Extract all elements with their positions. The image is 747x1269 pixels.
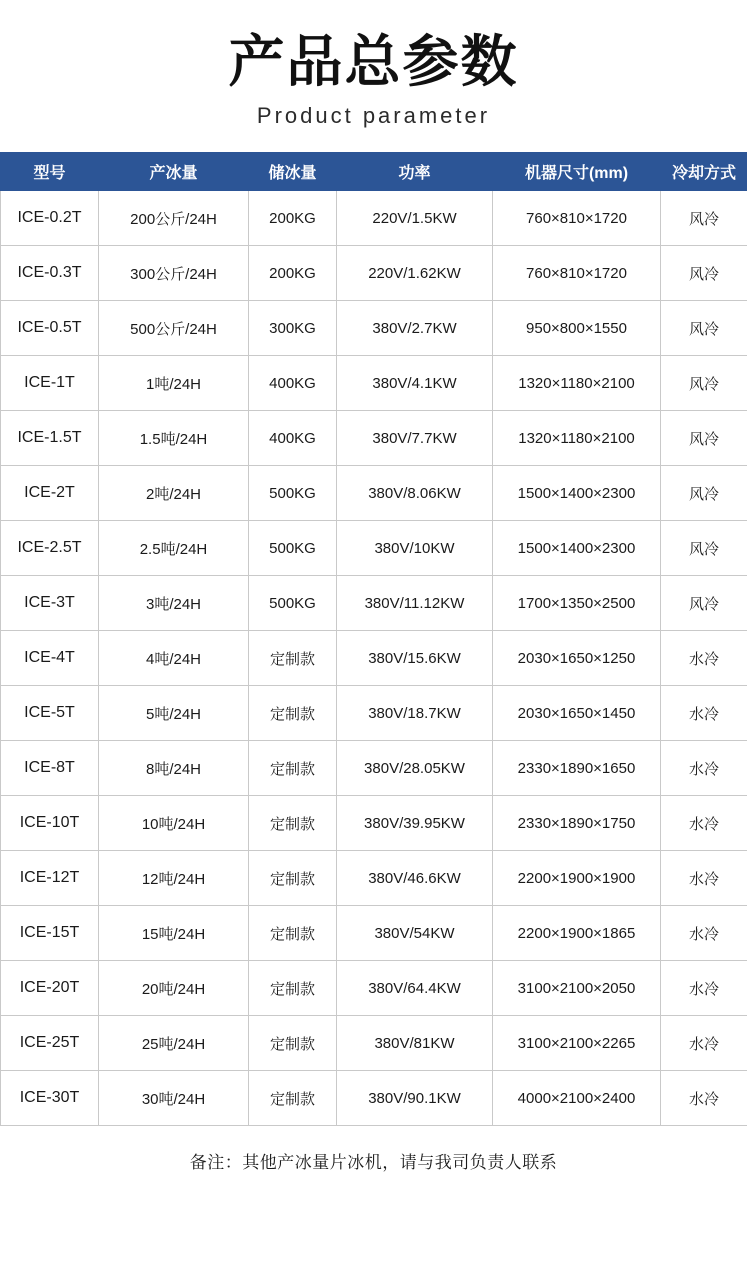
cell-model: ICE-0.2T [1,191,99,246]
cell-model: ICE-4T [1,631,99,686]
cell-machine-size: 2030×1650×1450 [493,686,661,741]
page-subtitle: Product parameter [256,103,491,128]
cell-machine-size: 2200×1900×1900 [493,851,661,906]
cell-power: 380V/15.6KW [337,631,493,686]
page-header [0,0,747,130]
table-row [1,576,747,631]
cell-ice-output: 20吨/24H [99,961,249,1016]
cell-machine-size: 2200×1900×1865 [493,906,661,961]
cell-model: ICE-8T [1,741,99,796]
cell-model: ICE-3T [1,576,99,631]
cell-ice-storage: 定制款 [249,1071,337,1126]
cell-power: 380V/7.7KW [337,411,493,466]
cell-ice-storage: 500KG [249,466,337,521]
cell-cooling-type: 风冷 [661,411,747,466]
cell-ice-storage: 400KG [249,411,337,466]
cell-model: ICE-0.5T [1,301,99,356]
cell-power: 380V/10KW [337,521,493,576]
column-header-cooling-type: 冷却方式 [661,153,747,191]
table-row [1,686,747,741]
cell-ice-output: 1.5吨/24H [99,411,249,466]
table-row [1,521,747,576]
table-row [1,411,747,466]
table-footnote: 备注：其他产冰量片冰机，请与我司负责人联系 [189,1153,558,1172]
cell-ice-storage: 500KG [249,521,337,576]
cell-model: ICE-15T [1,906,99,961]
cell-power: 380V/54KW [337,906,493,961]
cell-machine-size: 4000×2100×2400 [493,1071,661,1126]
cell-model: ICE-1T [1,356,99,411]
page-title: 产品总参数 [228,30,519,95]
cell-ice-storage: 定制款 [249,631,337,686]
cell-cooling-type: 风冷 [661,356,747,411]
cell-power: 220V/1.62KW [337,246,493,301]
cell-cooling-type: 水冷 [661,686,747,741]
cell-ice-storage: 400KG [249,356,337,411]
column-header-model: 型号 [1,153,99,191]
cell-cooling-type: 水冷 [661,796,747,851]
cell-power: 380V/39.95KW [337,796,493,851]
cell-ice-storage: 500KG [249,576,337,631]
cell-ice-storage: 300KG [249,301,337,356]
cell-cooling-type: 风冷 [661,466,747,521]
cell-machine-size: 1500×1400×2300 [493,521,661,576]
cell-model: ICE-0.3T [1,246,99,301]
cell-ice-storage: 定制款 [249,906,337,961]
cell-model: ICE-25T [1,1016,99,1071]
cell-power: 380V/46.6KW [337,851,493,906]
cell-cooling-type: 风冷 [661,576,747,631]
cell-ice-storage: 定制款 [249,686,337,741]
table-row [1,356,747,411]
cell-ice-output: 200公斤/24H [99,191,249,246]
column-header-power: 功率 [337,153,493,191]
cell-power: 380V/2.7KW [337,301,493,356]
table-row [1,631,747,686]
cell-machine-size: 1320×1180×2100 [493,411,661,466]
table-body [1,191,747,1126]
cell-ice-storage: 200KG [249,191,337,246]
cell-ice-output: 8吨/24H [99,741,249,796]
cell-cooling-type: 风冷 [661,246,747,301]
cell-power: 380V/8.06KW [337,466,493,521]
cell-ice-storage: 200KG [249,246,337,301]
cell-machine-size: 2030×1650×1250 [493,631,661,686]
cell-machine-size: 1320×1180×2100 [493,356,661,411]
cell-machine-size: 2330×1890×1750 [493,796,661,851]
cell-machine-size: 760×810×1720 [493,246,661,301]
table-row [1,301,747,356]
cell-model: ICE-10T [1,796,99,851]
cell-machine-size: 1500×1400×2300 [493,466,661,521]
cell-model: ICE-1.5T [1,411,99,466]
cell-model: ICE-2T [1,466,99,521]
cell-power: 380V/64.4KW [337,961,493,1016]
cell-power: 380V/4.1KW [337,356,493,411]
cell-cooling-type: 水冷 [661,851,747,906]
cell-cooling-type: 水冷 [661,1071,747,1126]
cell-model: ICE-30T [1,1071,99,1126]
cell-power: 380V/18.7KW [337,686,493,741]
cell-ice-output: 15吨/24H [99,906,249,961]
cell-ice-output: 10吨/24H [99,796,249,851]
cell-cooling-type: 风冷 [661,191,747,246]
cell-ice-storage: 定制款 [249,1016,337,1071]
cell-cooling-type: 水冷 [661,741,747,796]
table-header [1,153,747,191]
cell-machine-size: 1700×1350×2500 [493,576,661,631]
cell-ice-storage: 定制款 [249,741,337,796]
cell-ice-output: 1吨/24H [99,356,249,411]
cell-power: 380V/81KW [337,1016,493,1071]
cell-machine-size: 950×800×1550 [493,301,661,356]
table-header-row [1,153,747,191]
cell-ice-output: 500公斤/24H [99,301,249,356]
cell-cooling-type: 风冷 [661,301,747,356]
cell-ice-storage: 定制款 [249,961,337,1016]
cell-power: 380V/28.05KW [337,741,493,796]
cell-power: 220V/1.5KW [337,191,493,246]
cell-power: 380V/11.12KW [337,576,493,631]
cell-model: ICE-2.5T [1,521,99,576]
cell-ice-output: 12吨/24H [99,851,249,906]
cell-ice-output: 25吨/24H [99,1016,249,1071]
cell-ice-output: 2.5吨/24H [99,521,249,576]
specification-table [0,152,747,1126]
cell-ice-output: 300公斤/24H [99,246,249,301]
table-row [1,466,747,521]
cell-ice-output: 30吨/24H [99,1071,249,1126]
cell-model: ICE-12T [1,851,99,906]
cell-ice-storage: 定制款 [249,851,337,906]
table-row [1,191,747,246]
cell-cooling-type: 水冷 [661,1016,747,1071]
table-row [1,741,747,796]
cell-machine-size: 760×810×1720 [493,191,661,246]
column-header-machine-size: 机器尺寸(mm) [493,153,661,191]
cell-cooling-type: 水冷 [661,631,747,686]
cell-model: ICE-20T [1,961,99,1016]
cell-ice-output: 5吨/24H [99,686,249,741]
table-row [1,246,747,301]
table-row [1,1016,747,1071]
column-header-ice-storage: 储冰量 [249,153,337,191]
cell-ice-output: 2吨/24H [99,466,249,521]
cell-cooling-type: 水冷 [661,961,747,1016]
cell-cooling-type: 风冷 [661,521,747,576]
column-header-ice-output: 产冰量 [99,153,249,191]
table-row [1,796,747,851]
table-row [1,851,747,906]
table-row [1,1071,747,1126]
cell-cooling-type: 水冷 [661,906,747,961]
cell-machine-size: 3100×2100×2050 [493,961,661,1016]
table-row [1,961,747,1016]
cell-machine-size: 2330×1890×1650 [493,741,661,796]
cell-ice-storage: 定制款 [249,796,337,851]
cell-ice-output: 4吨/24H [99,631,249,686]
cell-model: ICE-5T [1,686,99,741]
cell-machine-size: 3100×2100×2265 [493,1016,661,1071]
cell-ice-output: 3吨/24H [99,576,249,631]
cell-power: 380V/90.1KW [337,1071,493,1126]
table-row [1,906,747,961]
